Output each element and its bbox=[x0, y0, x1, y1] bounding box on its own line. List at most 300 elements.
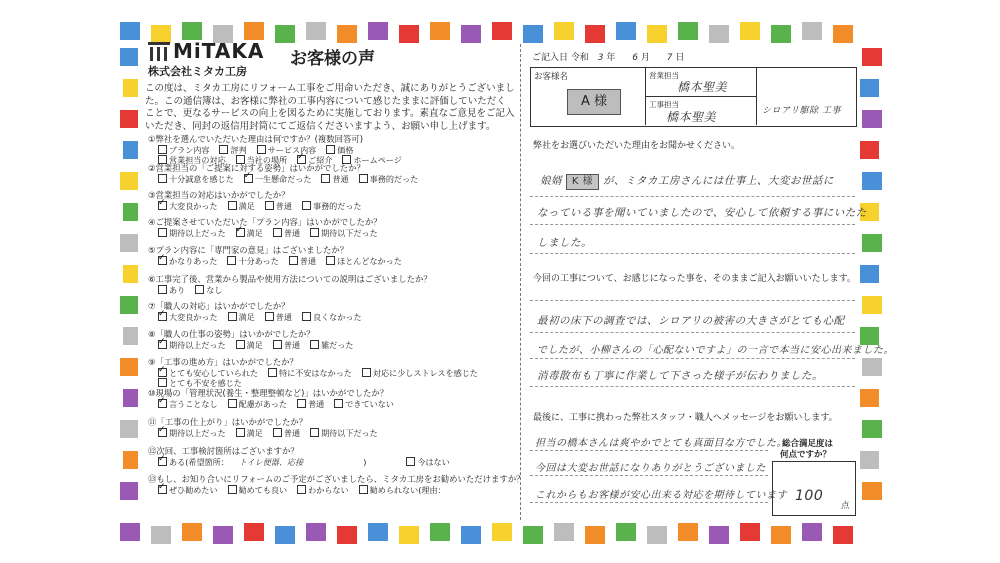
option-label: 大変良かった bbox=[169, 311, 218, 322]
border-square bbox=[430, 523, 450, 541]
option-label: 大変良かった bbox=[169, 200, 218, 211]
checkbox-icon[interactable] bbox=[321, 174, 330, 183]
work-type: シロアリ駆除 工事 bbox=[762, 106, 842, 116]
option-label: 普通 bbox=[275, 311, 292, 322]
page-title: お客様の声 bbox=[290, 49, 375, 69]
option-label: 良くなかった bbox=[312, 311, 362, 322]
checkbox-icon[interactable] bbox=[158, 285, 167, 294]
border-square bbox=[740, 523, 760, 541]
checkbox-icon[interactable] bbox=[158, 256, 167, 265]
checkbox-icon[interactable] bbox=[158, 228, 167, 237]
border-square bbox=[244, 523, 264, 541]
impression-line-3: 消毒散布も丁寧に作業して下さった様子が伝わりました。 bbox=[537, 370, 823, 382]
date-day-unit: 日 bbox=[675, 53, 685, 63]
date-year: 3 bbox=[597, 53, 604, 63]
border-square bbox=[862, 110, 882, 128]
score-unit: 点 bbox=[841, 501, 850, 511]
checkbox-icon[interactable] bbox=[227, 256, 236, 265]
option-row bbox=[148, 201, 372, 212]
option-label: ) bbox=[363, 456, 367, 467]
option-row bbox=[148, 399, 404, 410]
reason-line-2: なっている事を聞いていましたので、安心して依頼する事にいたた bbox=[537, 207, 867, 219]
option-checkbox[interactable] bbox=[273, 428, 300, 438]
border-square bbox=[859, 141, 879, 159]
checkbox-icon[interactable] bbox=[273, 340, 282, 349]
date-month-unit: 月 bbox=[640, 53, 650, 63]
reason-heading: 弊社をお選びいただいた理由をお聞かせください。 bbox=[533, 141, 741, 151]
option-checkbox[interactable] bbox=[228, 399, 287, 409]
option-label: 価格 bbox=[337, 144, 354, 155]
border-square bbox=[523, 25, 543, 43]
option-checkbox[interactable] bbox=[289, 256, 316, 266]
option-label: 評判 bbox=[230, 144, 247, 155]
option-label: あり bbox=[169, 284, 186, 295]
checkbox-icon[interactable] bbox=[265, 312, 274, 321]
option-row bbox=[148, 457, 460, 468]
border-square bbox=[461, 526, 481, 544]
option-checkbox[interactable] bbox=[158, 201, 218, 211]
option-label: 普通 bbox=[283, 227, 301, 238]
option-row bbox=[148, 368, 488, 379]
option-row bbox=[148, 485, 524, 496]
option-checkbox[interactable] bbox=[158, 312, 218, 322]
option-row bbox=[148, 340, 363, 351]
border-square bbox=[616, 22, 636, 40]
option-label: 特に不安はなかった bbox=[279, 367, 352, 378]
option-row bbox=[148, 428, 388, 439]
option-label: トイレ便器、応接 bbox=[238, 456, 304, 467]
option-label: 雑だった bbox=[321, 339, 354, 350]
border-square bbox=[492, 523, 512, 541]
checkbox-icon[interactable] bbox=[273, 428, 282, 437]
option-checkbox[interactable] bbox=[195, 285, 222, 295]
question-block bbox=[148, 245, 412, 266]
option-checkbox[interactable] bbox=[158, 399, 218, 409]
option-label: 一生懸命だった bbox=[254, 173, 312, 184]
option-label: なし bbox=[206, 284, 223, 295]
question-block bbox=[148, 329, 363, 350]
border-square bbox=[120, 22, 140, 40]
reason-text-post: が、ミタカ工房さんには仕事上、大変お世話に bbox=[602, 175, 834, 187]
option-label: ある(希望箇所： bbox=[169, 456, 229, 467]
border-square bbox=[647, 25, 667, 43]
question-block bbox=[148, 190, 372, 211]
question-title: ⑥工事完了後、営業から製品や使用方法についての説明はございましたか？ bbox=[148, 274, 432, 284]
option-label: とても安心していられた bbox=[169, 367, 259, 378]
company-logo bbox=[148, 39, 264, 63]
option-label: 期待以上だった bbox=[169, 427, 226, 438]
option-label: 事務的だった bbox=[369, 173, 419, 184]
handwritten-answer bbox=[363, 457, 366, 467]
option-checkbox[interactable] bbox=[310, 428, 378, 438]
option-label: 事務的だった bbox=[312, 200, 362, 211]
checkbox-icon[interactable] bbox=[302, 312, 311, 321]
option-checkbox[interactable] bbox=[273, 228, 300, 238]
border-square bbox=[862, 420, 882, 438]
option-label: 十分誠意を感じた bbox=[169, 173, 234, 184]
option-checkbox[interactable] bbox=[297, 399, 324, 409]
checkbox-icon[interactable] bbox=[244, 174, 253, 183]
option-label: わからない bbox=[308, 484, 349, 495]
checkbox-icon[interactable] bbox=[236, 340, 245, 349]
question-title: ⑪「工事の仕上がり」はいかがでしたか？ bbox=[148, 417, 308, 427]
border-square bbox=[802, 22, 822, 40]
checkbox-icon[interactable] bbox=[265, 201, 274, 210]
question-title: ④ご提案させていただいた「プラン内容」はいかがでしたか？ bbox=[148, 217, 382, 227]
impression-line-2: でしたが、小柳さんの「心配ないですよ」の一言で本当に安心出来ました。 bbox=[537, 345, 894, 356]
option-label: 満足 bbox=[238, 311, 255, 322]
work-name: 橋本聖美 bbox=[666, 110, 717, 124]
work-label: 工事担当 bbox=[649, 100, 679, 109]
question-title: ⑧「職人の仕事の姿勢」はいかがでしたか？ bbox=[148, 329, 315, 339]
date-year-unit: 年 bbox=[606, 53, 616, 63]
border-square bbox=[678, 22, 698, 40]
question-block bbox=[148, 388, 404, 409]
border-square bbox=[859, 389, 879, 407]
option-checkbox[interactable] bbox=[297, 485, 348, 495]
option-label: 期待以下だった bbox=[321, 227, 378, 238]
option-checkbox[interactable] bbox=[227, 256, 278, 266]
border-square bbox=[833, 526, 853, 544]
option-label: 勧めても良い bbox=[238, 484, 288, 495]
border-square bbox=[182, 22, 202, 40]
question-title: ⑫次回、工事検討箇所はございますか？ bbox=[148, 446, 299, 456]
logo-mark-icon bbox=[148, 40, 170, 62]
checkbox-icon[interactable] bbox=[359, 485, 368, 494]
checkbox-icon[interactable] bbox=[326, 256, 335, 265]
question-title: ③営業担当の対応はいかがでしたか？ bbox=[148, 190, 290, 200]
question-block bbox=[148, 357, 488, 389]
border-square bbox=[859, 79, 879, 97]
option-checkbox[interactable] bbox=[265, 312, 292, 322]
message-line-2: 今回は大変お世話になりありがとうございました bbox=[535, 463, 766, 474]
option-checkbox[interactable] bbox=[302, 201, 362, 211]
option-checkbox[interactable] bbox=[362, 368, 478, 378]
checkbox-icon[interactable] bbox=[273, 228, 282, 237]
option-label: 期待以下だった bbox=[321, 427, 378, 438]
border-square bbox=[306, 523, 326, 541]
question-block bbox=[148, 217, 388, 238]
border-square bbox=[182, 523, 202, 541]
option-label: 普通 bbox=[283, 339, 301, 350]
option-checkbox[interactable] bbox=[310, 228, 378, 238]
checkbox-icon[interactable] bbox=[310, 428, 319, 437]
option-row bbox=[148, 378, 488, 389]
border-square bbox=[833, 25, 853, 43]
question-block bbox=[148, 301, 372, 322]
border-square bbox=[337, 25, 357, 43]
checkbox-icon[interactable] bbox=[228, 399, 237, 408]
k-name-badge: K 様 bbox=[566, 174, 599, 190]
border-square bbox=[771, 25, 791, 43]
checkbox-icon[interactable] bbox=[158, 201, 167, 210]
border-square bbox=[802, 523, 822, 541]
sales-name: 橋本聖美 bbox=[677, 80, 728, 94]
option-checkbox[interactable] bbox=[236, 340, 263, 350]
impression-heading: 今回の工事について、お感じになった事を、そのままご記入お願いいたします。 bbox=[533, 274, 856, 284]
handwritten-answer bbox=[239, 457, 303, 467]
border-square bbox=[678, 523, 698, 541]
checkbox-icon[interactable] bbox=[236, 228, 245, 237]
option-checkbox[interactable] bbox=[244, 174, 312, 184]
border-square bbox=[616, 523, 636, 541]
reason-text-pre: 娘婿 bbox=[540, 175, 562, 187]
option-checkbox[interactable] bbox=[302, 312, 362, 322]
option-label: 営業担当の対応 bbox=[169, 155, 226, 165]
option-label: とても不安を感じた bbox=[169, 378, 242, 388]
option-checkbox[interactable] bbox=[265, 201, 292, 211]
checkbox-icon[interactable] bbox=[158, 485, 167, 494]
option-label: 期待以上だった bbox=[169, 227, 226, 238]
checkbox-icon[interactable] bbox=[158, 428, 167, 437]
checkbox-icon[interactable] bbox=[310, 340, 319, 349]
border-square bbox=[120, 234, 140, 252]
border-square bbox=[771, 526, 791, 544]
option-checkbox[interactable] bbox=[273, 340, 300, 350]
border-square bbox=[399, 25, 419, 43]
option-row bbox=[148, 312, 372, 323]
checkbox-icon[interactable] bbox=[362, 368, 371, 377]
border-square bbox=[120, 172, 140, 190]
checkbox-icon[interactable] bbox=[257, 145, 266, 154]
border-square bbox=[523, 526, 543, 544]
border-square bbox=[647, 526, 667, 544]
border-square bbox=[337, 526, 357, 544]
checkbox-icon[interactable] bbox=[302, 201, 311, 210]
option-label: 対応に少しストレスを感じた bbox=[372, 367, 478, 378]
border-square bbox=[585, 25, 605, 43]
option-label: ぜひ勧めたい bbox=[169, 484, 218, 495]
border-square bbox=[368, 22, 388, 40]
option-checkbox[interactable] bbox=[334, 399, 394, 409]
checkbox-icon[interactable] bbox=[236, 428, 245, 437]
option-label: 配慮があった bbox=[238, 398, 288, 409]
checkbox-icon[interactable] bbox=[310, 228, 319, 237]
border-square bbox=[862, 482, 882, 500]
checkbox-icon[interactable] bbox=[297, 485, 306, 494]
question-block bbox=[148, 446, 460, 467]
option-label: 満足 bbox=[246, 227, 263, 238]
border-square bbox=[862, 296, 882, 314]
option-label: ホームページ bbox=[353, 155, 402, 165]
border-square bbox=[859, 451, 879, 469]
option-label: 普通 bbox=[275, 200, 292, 211]
option-label: サービス内容 bbox=[267, 144, 317, 155]
customer-label: お客様名 bbox=[534, 72, 569, 82]
option-checkbox[interactable] bbox=[406, 457, 449, 467]
sales-label: 営業担当 bbox=[649, 71, 679, 80]
option-label: 当社の場所 bbox=[246, 155, 288, 165]
question-block bbox=[148, 163, 428, 184]
intro-text: この度は、ミタカ工房にリフォーム工事をご用命いただき、誠にありがとうございました。この通信簿は、お客様に弊社の工事内容について感じたままに評価していただくことで、更なるサービスの向上を図るために実施しております。素直なご意見をご記入いただき、同封の返信用封筒にてご返信くださいますよう、お願い申し上げます。 bbox=[145, 83, 515, 132]
option-checkbox[interactable] bbox=[158, 285, 185, 295]
score-label-1: 総合満足度は bbox=[782, 439, 834, 449]
question-title: ⑩現場の「管理状況(養生・整理整頓など)」はいかがでしたか？ bbox=[148, 388, 389, 398]
option-checkbox[interactable] bbox=[158, 368, 258, 378]
border-square bbox=[306, 22, 326, 40]
reason-line-3: しました。 bbox=[537, 237, 592, 249]
option-checkbox[interactable] bbox=[359, 174, 419, 184]
option-checkbox[interactable] bbox=[158, 457, 229, 467]
checkbox-icon[interactable] bbox=[228, 312, 237, 321]
checkbox-icon[interactable] bbox=[158, 312, 167, 321]
option-label: ほとんどなかった bbox=[337, 255, 402, 266]
checkbox-icon[interactable] bbox=[158, 340, 167, 349]
option-label: 普通 bbox=[332, 173, 349, 184]
checkbox-icon[interactable] bbox=[158, 457, 167, 466]
option-row bbox=[148, 285, 432, 296]
question-block bbox=[148, 134, 412, 166]
checkbox-icon[interactable] bbox=[228, 485, 237, 494]
checkbox-icon[interactable] bbox=[359, 174, 368, 183]
option-checkbox[interactable] bbox=[158, 228, 226, 238]
option-checkbox[interactable] bbox=[158, 378, 242, 388]
checkbox-icon[interactable] bbox=[289, 256, 298, 265]
option-checkbox[interactable] bbox=[158, 428, 226, 438]
checkbox-icon[interactable] bbox=[158, 145, 167, 154]
border-square bbox=[120, 358, 140, 376]
question-title: ⑬もし、お知り合いにリフォームのご予定がございましたら、ミタカ工房をお勧めいただけますか？ bbox=[148, 474, 525, 484]
border-square bbox=[120, 296, 140, 314]
option-checkbox[interactable] bbox=[158, 145, 209, 155]
option-checkbox[interactable] bbox=[321, 174, 348, 184]
border-square bbox=[120, 420, 140, 438]
checkbox-icon[interactable] bbox=[228, 201, 237, 210]
border-square bbox=[213, 526, 233, 544]
option-checkbox[interactable] bbox=[359, 485, 446, 495]
option-label: 満足 bbox=[246, 427, 263, 438]
option-label: 普通 bbox=[308, 398, 325, 409]
option-checkbox[interactable] bbox=[310, 340, 353, 350]
message-line-3: これからもお客様が安心出来る対応を期待しています bbox=[535, 490, 787, 501]
border-square bbox=[461, 25, 481, 43]
border-square bbox=[740, 22, 760, 40]
border-square bbox=[859, 265, 879, 283]
option-checkbox[interactable] bbox=[158, 256, 217, 266]
checkbox-icon[interactable] bbox=[219, 145, 228, 154]
checkbox-icon[interactable] bbox=[406, 457, 415, 466]
option-label: できていない bbox=[345, 398, 394, 409]
score-label-2: 何点ですか？ bbox=[780, 450, 832, 460]
border-square bbox=[709, 25, 729, 43]
border-square bbox=[368, 523, 388, 541]
date-label: ご記入日 令和 bbox=[532, 53, 589, 63]
option-label: 十分あった bbox=[238, 255, 279, 266]
border-square bbox=[862, 48, 882, 66]
question-block bbox=[148, 474, 524, 495]
option-checkbox[interactable] bbox=[158, 340, 226, 350]
option-checkbox[interactable] bbox=[158, 485, 218, 495]
border-square bbox=[554, 523, 574, 541]
message-line-1: 担当の橋本さんは爽やかでとても真面目な方でした。 bbox=[535, 438, 787, 449]
option-label: 言うことなし bbox=[169, 398, 218, 409]
checkbox-icon[interactable] bbox=[158, 378, 167, 387]
checkbox-icon[interactable] bbox=[334, 399, 343, 408]
customer-name: A 様 bbox=[567, 89, 621, 115]
option-label: 今はない bbox=[417, 456, 450, 467]
option-label: 勧められない(理由： bbox=[369, 484, 446, 495]
option-checkbox[interactable] bbox=[236, 228, 263, 238]
checkbox-icon[interactable] bbox=[326, 145, 335, 154]
checkbox-icon[interactable] bbox=[195, 285, 204, 294]
option-checkbox[interactable] bbox=[268, 368, 352, 378]
checkbox-icon[interactable] bbox=[158, 399, 167, 408]
question-block bbox=[148, 274, 432, 295]
option-row bbox=[148, 256, 412, 267]
option-checkbox[interactable] bbox=[219, 145, 246, 155]
option-checkbox[interactable] bbox=[228, 312, 255, 322]
border-square bbox=[430, 22, 450, 40]
option-label: 普通 bbox=[283, 427, 301, 438]
reason-line-1 bbox=[540, 173, 834, 190]
border-square bbox=[275, 25, 295, 43]
option-checkbox[interactable] bbox=[236, 428, 263, 438]
logo-text: MiTAKA bbox=[173, 39, 265, 63]
border-square bbox=[275, 526, 295, 544]
border-square bbox=[120, 523, 140, 541]
checkbox-icon[interactable] bbox=[158, 368, 167, 377]
option-label: 期待以上だった bbox=[169, 339, 226, 350]
option-row bbox=[148, 228, 388, 239]
option-checkbox[interactable] bbox=[228, 485, 288, 495]
option-label: プラン内容 bbox=[169, 144, 210, 155]
option-label: ご紹介 bbox=[308, 155, 333, 165]
option-checkbox[interactable] bbox=[158, 174, 234, 184]
border-square bbox=[585, 526, 605, 544]
checkbox-icon[interactable] bbox=[297, 399, 306, 408]
option-row bbox=[148, 145, 412, 156]
date-line bbox=[532, 50, 684, 63]
checkbox-icon[interactable] bbox=[268, 368, 277, 377]
option-label: 普通 bbox=[299, 255, 317, 266]
company-name: 株式会社ミタカ工房 bbox=[148, 65, 247, 78]
question-title: ⑤プラン内容に「専門家の意見」はございましたか？ bbox=[148, 245, 349, 255]
option-label: 満足 bbox=[238, 200, 255, 211]
option-row bbox=[148, 174, 428, 185]
border-square bbox=[862, 172, 882, 190]
date-day: 7 bbox=[666, 53, 673, 63]
border-square bbox=[151, 526, 171, 544]
option-checkbox[interactable] bbox=[257, 145, 317, 155]
question-title: ⑨「工事の進め方」はいかがでしたか？ bbox=[148, 357, 298, 367]
checkbox-icon[interactable] bbox=[158, 174, 167, 183]
border-square bbox=[120, 482, 140, 500]
border-square bbox=[862, 358, 882, 376]
border-square bbox=[399, 526, 419, 544]
message-heading: 最後に、工事に携わった弊社スタッフ・職人へメッセージをお願いします。 bbox=[533, 413, 838, 423]
question-title: ①弊社を選んでいただいた理由は何ですか？(複数回答可) bbox=[148, 134, 364, 144]
option-label: かなりあった bbox=[169, 255, 218, 266]
date-month: 6 bbox=[632, 53, 638, 63]
question-title: ②営業担当の「ご提案に対する姿勢」はいかがでしたか？ bbox=[148, 163, 365, 173]
option-checkbox[interactable] bbox=[326, 145, 353, 155]
question-title: ⑦「職人の対応」はいかがでしたか？ bbox=[148, 301, 290, 311]
option-checkbox[interactable] bbox=[228, 201, 255, 211]
impression-line-1: 最初の床下の調査では、シロアリの被害の大きさがとても心配 bbox=[537, 315, 845, 327]
score-value: 100 bbox=[795, 488, 824, 504]
question-block bbox=[148, 417, 388, 438]
column-divider bbox=[520, 44, 521, 520]
border-square bbox=[554, 22, 574, 40]
option-label: 満足 bbox=[246, 339, 263, 350]
border-square bbox=[120, 48, 140, 66]
border-square bbox=[709, 526, 729, 544]
option-checkbox[interactable] bbox=[326, 256, 402, 266]
border-square bbox=[120, 110, 140, 128]
border-square bbox=[492, 22, 512, 40]
border-square bbox=[862, 234, 882, 252]
border-square bbox=[244, 22, 264, 40]
